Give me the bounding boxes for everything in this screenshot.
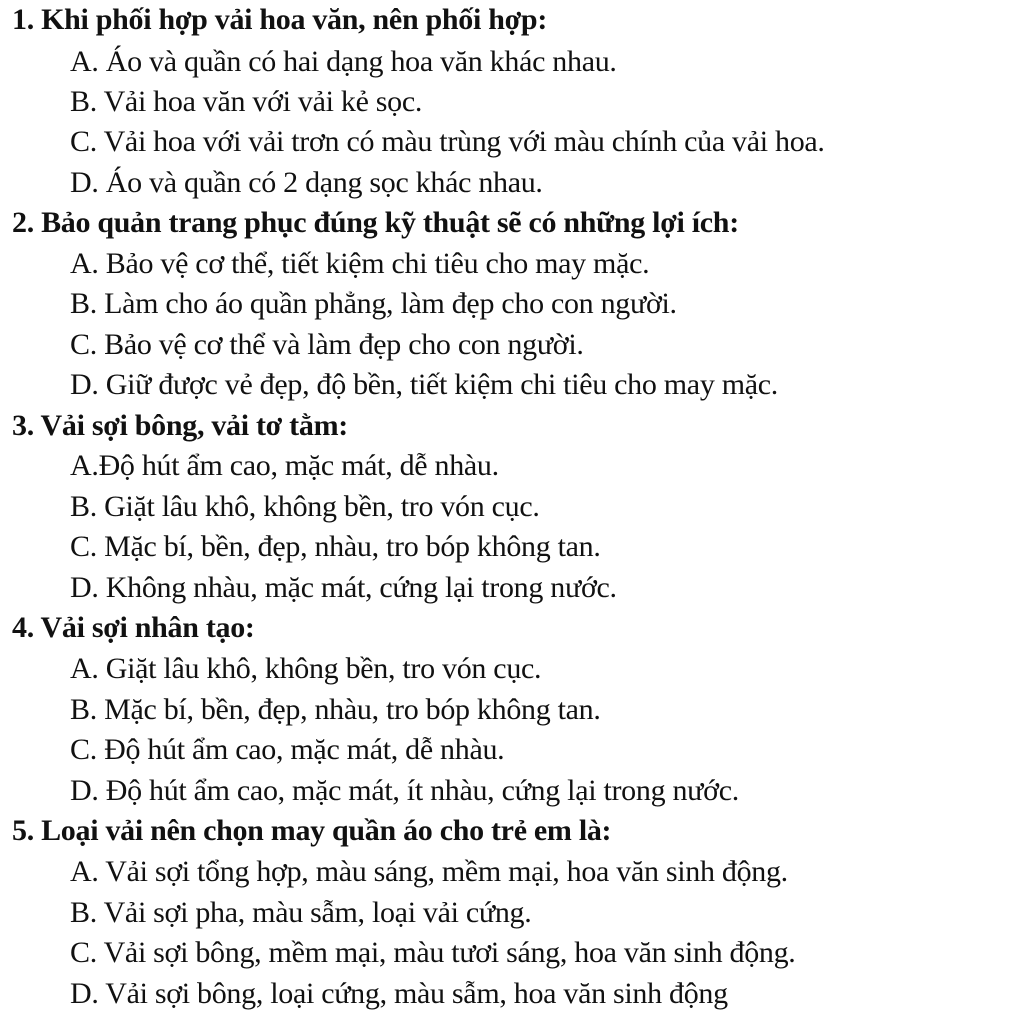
question-4-title: 4. Vải sợi nhân tạo:	[12, 611, 255, 644]
question-1-option-b: B. Vải hoa văn với vải kẻ sọc.	[70, 85, 423, 118]
question-4-option-d: D. Độ hút ẩm cao, mặc mát, ít nhàu, cứng lại trong nước.	[70, 774, 739, 807]
question-2-option-d: D. Giữ được vẻ đẹp, độ bền, tiết kiệm chi tiêu cho may mặc.	[70, 368, 778, 401]
question-4-option-b: B. Mặc bí, bền, đẹp, nhàu, tro bóp không tan.	[70, 693, 601, 726]
question-5-option-b: B. Vải sợi pha, màu sẫm, loại vải cứng.	[70, 896, 532, 929]
question-1-option-c: C. Vải hoa với vải trơn có màu trùng với màu chính của vải hoa.	[70, 125, 825, 158]
question-5-title: 5. Loại vải nên chọn may quần áo cho trẻ em là:	[12, 814, 612, 847]
question-5-option-c: C. Vải sợi bông, mềm mại, màu tươi sáng, hoa văn sinh động.	[70, 936, 796, 969]
question-4-option-a: A. Giặt lâu khô, không bền, tro vón cục.	[70, 652, 542, 685]
question-5-option-a: A. Vải sợi tổng hợp, màu sáng, mềm mại, hoa văn sinh động.	[70, 855, 788, 888]
question-3-option-d: D. Không nhàu, mặc mát, cứng lại trong nước.	[70, 571, 617, 604]
question-4-option-c: C. Độ hút ẩm cao, mặc mát, dễ nhàu.	[70, 733, 505, 766]
question-2-option-a: A. Bảo vệ cơ thể, tiết kiệm chi tiêu cho may mặc.	[70, 247, 650, 280]
question-2-option-c: C. Bảo vệ cơ thể và làm đẹp cho con người.	[70, 328, 584, 361]
question-5-option-d: D. Vải sợi bông, loại cứng, màu sẫm, hoa văn sinh động	[70, 977, 728, 1010]
question-3-title: 3. Vải sợi bông, vải tơ tằm:	[12, 409, 348, 442]
question-2-option-b: B. Làm cho áo quần phẳng, làm đẹp cho con người.	[70, 287, 677, 320]
question-2-title: 2. Bảo quản trang phục đúng kỹ thuật sẽ có những lợi ích:	[12, 206, 739, 239]
question-3-option-a: A.Độ hút ẩm cao, mặc mát, dễ nhàu.	[70, 449, 499, 482]
question-1-option-d: D. Áo và quần có 2 dạng sọc khác nhau.	[70, 166, 543, 199]
question-3-option-c: C. Mặc bí, bền, đẹp, nhàu, tro bóp không tan.	[70, 530, 601, 563]
question-3-option-b: B. Giặt lâu khô, không bền, tro vón cục.	[70, 490, 540, 523]
question-1-title: 1. Khi phối hợp vải hoa văn, nên phối hợp:	[12, 3, 548, 36]
question-1-option-a: A. Áo và quần có hai dạng hoa văn khác nhau.	[70, 45, 617, 78]
